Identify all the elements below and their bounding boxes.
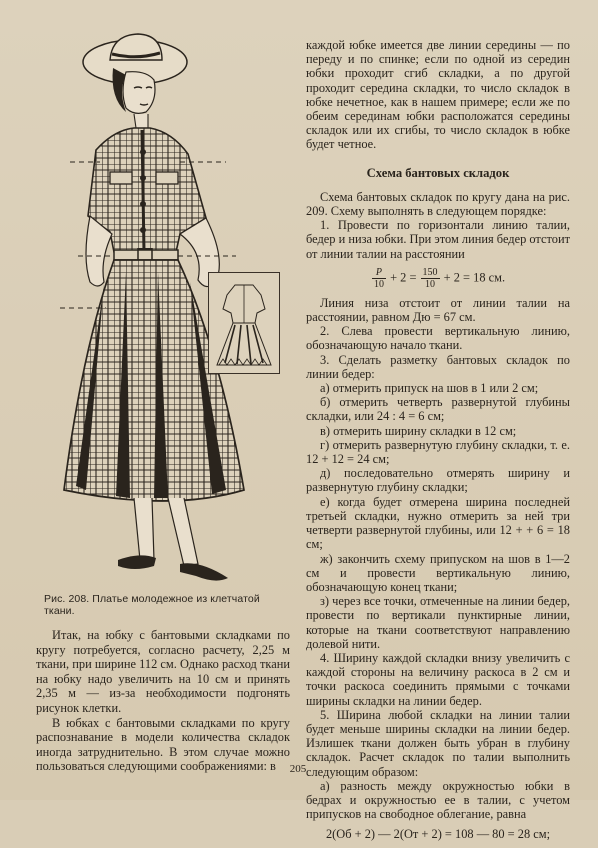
figure-caption: Рис. 208. Платье молодежное из клетчатой ткани.: [44, 593, 260, 617]
fraction: $\frac{150}{10}$: [422, 266, 438, 290]
list-item: з) через все точки, отмеченные на линии бедер, провести по вертикали пунктирные линии, которые на ткани соответствуют направлению долевой нити.: [306, 594, 570, 651]
list-item: а) разность между окружностью юбки в бедрах и окружностью ее в талии, с учетом припусков на свободное облегание, равна: [306, 778, 570, 822]
list-item: б) отмерить четверть развернутой глубины складки, или 24 : 4 = 6 см;: [306, 395, 570, 424]
paragraph: Итак, на юбку с бантовыми складками по кругу потребуется, согласно расчету, 2,25 м ткани, при ширине 112 см. Однако расход ткани на юбку надо увеличить на 10 см и принять 2,35 м — из-за необходимости подгонять рисунок клетки.: [36, 628, 290, 715]
paragraph: 1. Провести по горизонтали линию талии, бедер и низа юбки. При этом линия бедер отстоит от линии талии на расстоянии: [306, 218, 570, 261]
list-item: а) отмерить припуск на шов в 1 или 2 см;: [320, 381, 539, 396]
list-item: в) отмерить ширину складки в 12 см;: [320, 423, 517, 438]
right-column: [306, 38, 570, 848]
left-column: [36, 628, 290, 774]
dress-sketch-svg: [209, 273, 279, 373]
list-item: е) когда будет отмерена ширина последней третьей складки, нужно отмерить за ней три четверти развернутой глубины, или 12 + + 6 = 18 см;: [306, 494, 570, 552]
fraction: $\frac{Р}{10}$: [373, 266, 384, 290]
paragraph: В юбках с бантовыми складками по кругу распознавание в модели количества складок иногда затруднительно. В этом случае можно пользоваться следующими соображениями: в: [36, 715, 290, 774]
paragraph: 2. Слева провести вертикальную линию, обозначающую начало ткани.: [306, 324, 570, 353]
list-item: г) отмерить развернутую глубину складки, т. е. 12 + 12 = 24 см;: [306, 437, 570, 467]
paragraph: 4. Ширину каждой складки внизу увеличить с каждой стороны на величину раскоса в 2 см и точки раскоса соединить прямыми с точками ширины складки на линии бедер.: [306, 650, 570, 708]
formula: 2(Об + 2) — 2(От + 2) = 108 — 80 = 28 см;: [325, 827, 551, 842]
paragraph: 3. Сделать разметку бантовых складок по линии бедер:: [306, 352, 570, 381]
paragraph: Схема бантовых складок по кругу дана на рис. 209. Схему выполнять в следующем порядке:: [306, 189, 570, 219]
list-item: д) последовательно отмерять ширину и развернутую глубину складки;: [306, 466, 570, 495]
page-number: 205: [289, 763, 307, 775]
paragraph: 5. Ширина любой складки на линии талии будет меньше ширины складки на линии бедер. Излишек ткани должен быть убран в глубину складок. Расчет складок по талии выполнить следующим образом:: [306, 707, 570, 779]
list-item: ж) закончить схему припуском на шов в 1—2 см и провести вертикальную линию, обозначающую конец ткани;: [306, 551, 570, 594]
paragraph: каждой юбке имеется две линии середины — по переду и по спинке; если по одной из середин юбки проходит сгиб складки, а по другой проходит середина складки, то число складок в юбке нечетное, как в нашем примере; если же по обеим серединам юбки расположатся середины складок или их сгибы, то число складок в юбке будет четное.: [306, 38, 570, 152]
dress-sketch-inset: [208, 272, 280, 374]
section-heading: Схема бантовых складок: [366, 165, 510, 180]
paragraph: Линия низа отстоит от линии талии на расстоянии, равном Дю = 67 см.: [306, 295, 570, 325]
formula: $\frac{Р}{10}$ + 2 = $\frac{150}{10}$ + 2 = 18 см.: [373, 266, 506, 290]
